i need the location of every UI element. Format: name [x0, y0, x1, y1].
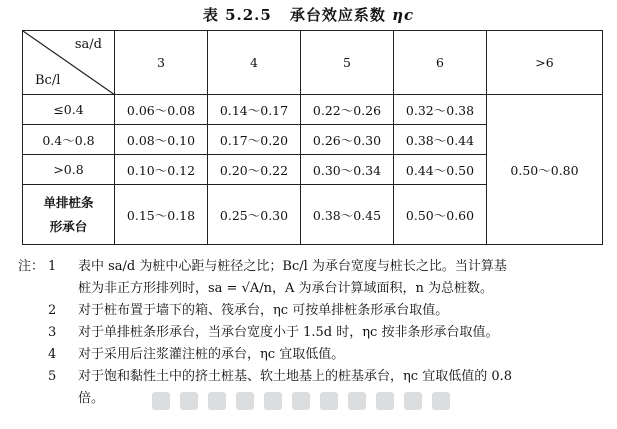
watermark-icon	[208, 392, 226, 410]
table-title	[0, 4, 617, 25]
row-header: ≤0.4	[23, 95, 115, 125]
table-cell: 0.25～0.30	[208, 185, 301, 245]
watermark-toolbar	[152, 392, 450, 410]
note-text: 表中 sa/d 为桩中心距与桩径之比；Bc/l 为承台宽度与桩长之比。当计算基	[78, 259, 507, 274]
note-item	[18, 256, 608, 278]
row-header-line: 单排桩条	[43, 194, 94, 210]
corner-top-label: sa/d	[74, 37, 102, 52]
table-cell: 0.22～0.26	[301, 95, 394, 125]
note-item	[18, 300, 608, 322]
watermark-icon	[152, 392, 170, 410]
table-cell: 0.32～0.38	[394, 95, 487, 125]
note-number: 1	[48, 259, 57, 274]
row-header: 0.4～0.8	[23, 125, 115, 155]
note-text: 对于饱和黏性土中的挤土桩基、软土地基上的桩基承台，ηc 宜取低值的 0.8	[78, 369, 513, 384]
table-cell: 0.14～0.17	[208, 95, 301, 125]
note-number: 5	[48, 369, 57, 384]
note-continuation: 倍。	[78, 391, 105, 406]
table-cell: 0.17～0.20	[208, 125, 301, 155]
table-cell: 0.15～0.18	[115, 185, 208, 245]
column-header: 5	[301, 31, 394, 95]
watermark-icon	[432, 392, 450, 410]
merged-cell: 0.50～0.80	[487, 95, 603, 245]
table-name: 承台效应系数	[289, 6, 393, 24]
table-row	[23, 95, 603, 125]
watermark-icon	[292, 392, 310, 410]
note-text: 对于单排桩条形承台，当承台宽度小于 1.5d 时，ηc 按非条形承台取值。	[78, 325, 499, 340]
table-cell: 0.38～0.45	[301, 185, 394, 245]
notes-section	[18, 256, 608, 410]
table-cell: 0.08～0.10	[115, 125, 208, 155]
note-number: 2	[48, 303, 57, 318]
coefficient-table	[22, 30, 603, 245]
table-symbol: ηc	[392, 6, 415, 24]
header-row	[23, 31, 603, 95]
note-item	[18, 322, 608, 344]
row-header: >0.8	[23, 155, 115, 185]
corner-header-cell	[23, 31, 115, 95]
table-cell: 0.44～0.50	[394, 155, 487, 185]
row-header	[23, 185, 115, 245]
table-number: 表 5.2.5	[202, 6, 272, 24]
note-item	[18, 366, 608, 388]
row-header-line: 形承台	[49, 218, 88, 234]
table-cell: 0.38～0.44	[394, 125, 487, 155]
watermark-icon	[180, 392, 198, 410]
column-header: 4	[208, 31, 301, 95]
table-cell: 0.30～0.34	[301, 155, 394, 185]
table-cell: 0.20～0.22	[208, 155, 301, 185]
column-header: >6	[487, 31, 603, 95]
watermark-icon	[376, 392, 394, 410]
watermark-icon	[404, 392, 422, 410]
table-cell: 0.06～0.08	[115, 95, 208, 125]
watermark-icon	[236, 392, 254, 410]
note-number: 3	[48, 325, 57, 340]
watermark-icon	[320, 392, 338, 410]
table-cell: 0.26～0.30	[301, 125, 394, 155]
watermark-icon	[348, 392, 366, 410]
column-header: 3	[115, 31, 208, 95]
note-text: 对于桩布置于墙下的箱、筏承台，ηc 可按单排桩条形承台取值。	[78, 303, 449, 318]
notes-prefix: 注：	[18, 259, 45, 274]
watermark-icon	[264, 392, 282, 410]
note-text: 对于采用后注浆灌注桩的承台，ηc 宜取低值。	[78, 347, 345, 362]
note-item	[18, 344, 608, 366]
note-number: 4	[48, 347, 57, 362]
corner-bottom-label: Bc/l	[35, 73, 61, 88]
table-cell: 0.10～0.12	[115, 155, 208, 185]
note-continuation: 桩为非正方形排列时，sa = √A/n，A 为承台计算域面积，n 为总桩数。	[78, 281, 494, 296]
table-cell: 0.50～0.60	[394, 185, 487, 245]
column-header: 6	[394, 31, 487, 95]
